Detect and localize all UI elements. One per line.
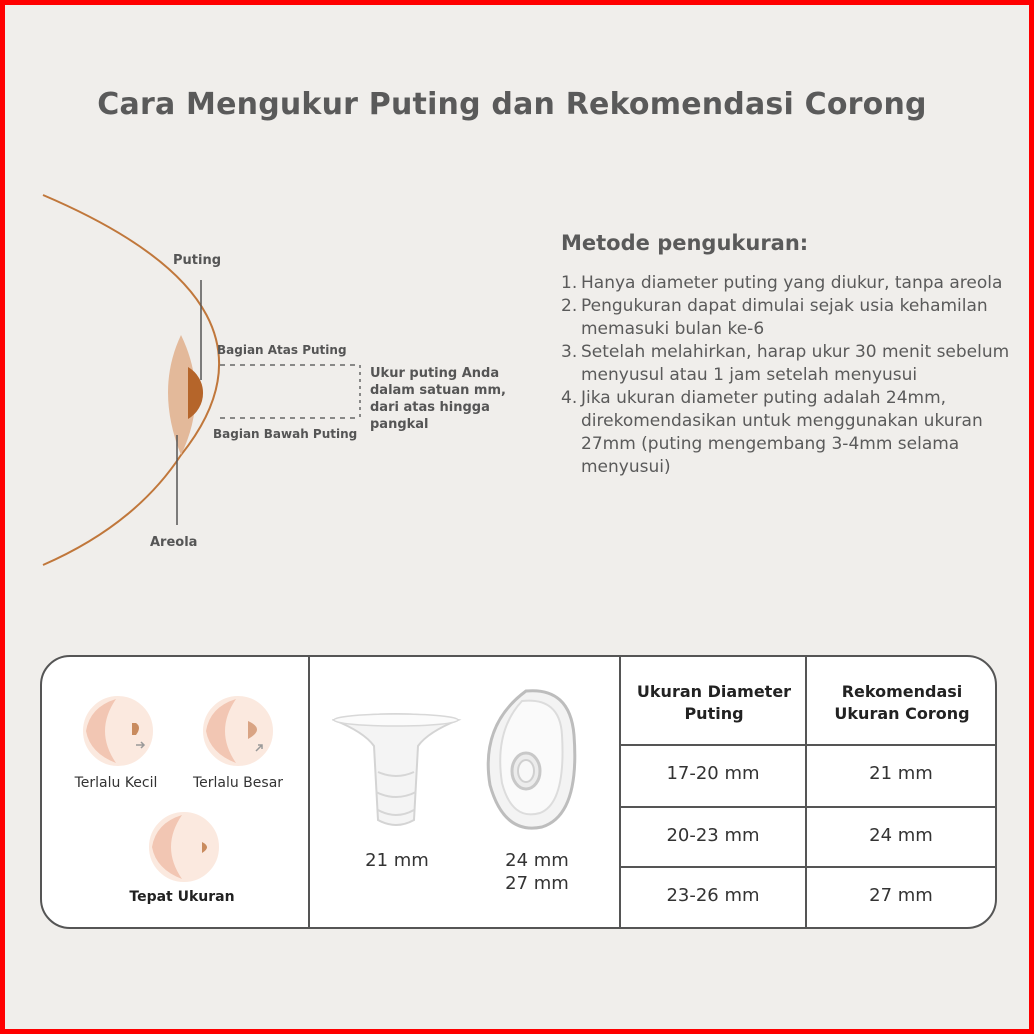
method-item-number: 3.	[561, 342, 578, 362]
header-nipple-diameter: Ukuran Diameter Puting	[636, 682, 792, 723]
label-bottom-nipple: Bagian Bawah Puting	[213, 427, 358, 441]
label-puting: Puting	[173, 253, 222, 268]
right-size-icon	[146, 809, 222, 885]
divider	[619, 866, 995, 868]
too-big-label: Terlalu Besar	[192, 775, 284, 791]
method-item	[561, 272, 1021, 295]
divider	[308, 657, 310, 927]
flange-large-size-2: 27 mm	[505, 873, 569, 894]
label-top-nipple: Bagian Atas Puting	[217, 343, 347, 357]
table-cell-flange: 24 mm	[869, 825, 933, 846]
breast-diagram	[5, 5, 525, 605]
method-item-text: Jika ukuran diameter puting adalah 24mm, direkomendasikan untuk menggunakan ukuran 27mm (puting mengembang 3-4mm selama menyusui)	[581, 388, 983, 477]
flange-large-icon	[482, 685, 582, 835]
right-size-label: Tepat Ukuran	[129, 889, 235, 905]
too-small-icon	[80, 693, 156, 769]
flange-large-size-1: 24 mm	[505, 850, 569, 871]
method-list	[561, 272, 1021, 479]
header-flange-recommendation: Rekomendasi Ukuran Corong	[834, 682, 970, 723]
method-item-text: Hanya diameter puting yang diukur, tanpa areola	[581, 273, 1003, 293]
too-small-label: Terlalu Kecil	[74, 775, 158, 791]
method-item-text: Setelah melahirkan, harap ukur 30 menit sebelum menyusul atau 1 jam setelah menyusui	[581, 342, 1010, 385]
table-cell-diameter: 23-26 mm	[666, 885, 760, 906]
table-cell-diameter: 20-23 mm	[666, 825, 760, 846]
infographic-frame	[5, 5, 1029, 1029]
flange-small-size: 21 mm	[365, 850, 429, 871]
measure-note: Ukur puting Anda dalam satuan mm, dari atas hingga pangkal	[370, 366, 506, 432]
method-item	[561, 295, 1021, 341]
table-cell-flange: 21 mm	[869, 763, 933, 784]
divider	[619, 744, 995, 746]
method-item	[561, 341, 1021, 387]
method-item-number: 2.	[561, 296, 578, 316]
method-item-number: 4.	[561, 388, 578, 408]
table-cell-flange: 27 mm	[869, 885, 933, 906]
flange-small-icon	[332, 712, 462, 832]
method-title: Metode pengukuran:	[561, 231, 809, 255]
size-table	[40, 655, 997, 929]
method-item	[561, 387, 1021, 479]
table-cell-diameter: 17-20 mm	[666, 763, 760, 784]
method-item-number: 1.	[561, 273, 578, 293]
label-areola: Areola	[150, 535, 198, 550]
divider	[619, 806, 995, 808]
page-title: Cara Mengukur Puting dan Rekomendasi Corong	[97, 87, 927, 122]
too-big-icon	[200, 693, 276, 769]
method-item-text: Pengukuran dapat dimulai sejak usia kehamilan memasuki bulan ke-6	[581, 296, 988, 339]
